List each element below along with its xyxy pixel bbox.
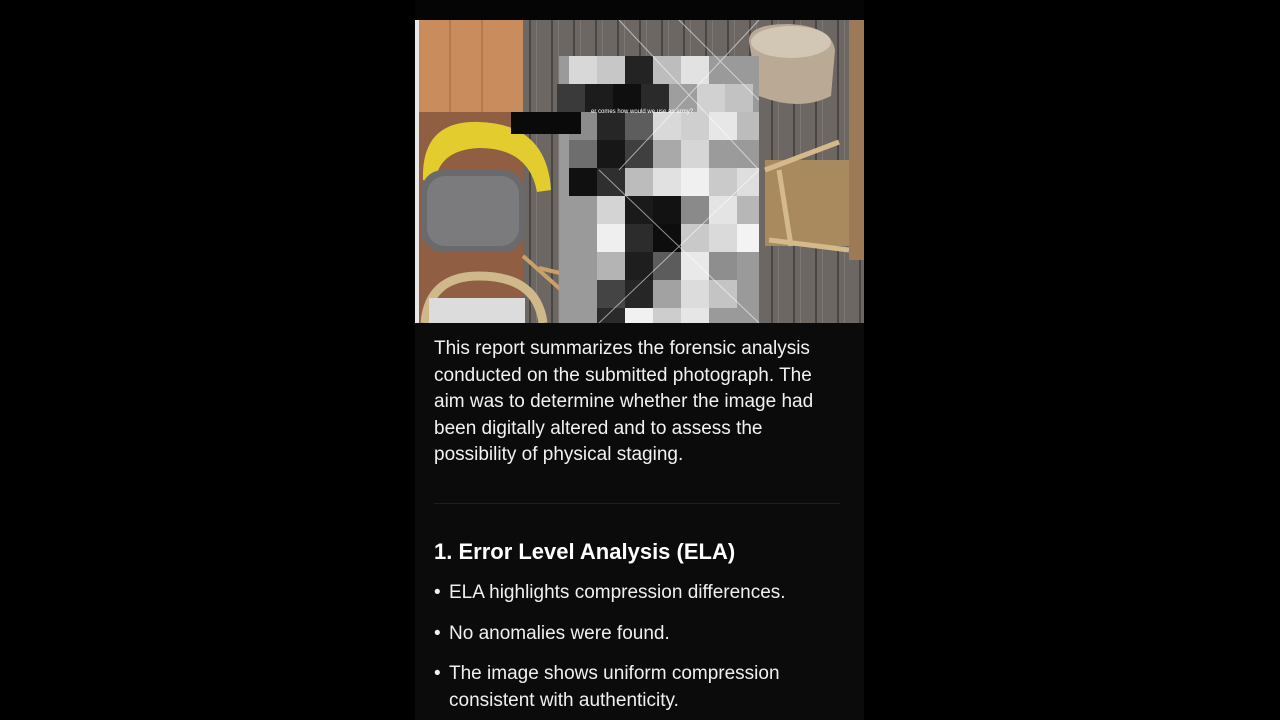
section-divider bbox=[434, 503, 840, 504]
ela-findings-list bbox=[434, 580, 844, 720]
phone-screen bbox=[415, 0, 864, 720]
list-item bbox=[434, 661, 844, 714]
section-heading-ela: 1. Error Level Analysis (ELA) bbox=[434, 539, 736, 564]
redaction-bar bbox=[511, 112, 581, 134]
photo-caption-overlay: er comes how would we use an army? bbox=[591, 109, 694, 115]
pixelated-region bbox=[557, 20, 759, 323]
bullet-icon: • bbox=[434, 622, 441, 644]
bullet-icon: • bbox=[434, 582, 441, 603]
list-item-text: ELA highlights compression differences. bbox=[449, 582, 786, 603]
submitted-photograph[interactable] bbox=[415, 20, 864, 323]
list-item-text: No anomalies were found. bbox=[449, 622, 670, 644]
list-item bbox=[434, 580, 844, 607]
list-item-text: The image shows uniform compression consistent with authenticity. bbox=[449, 663, 780, 711]
report-intro: This report summarizes the forensic analysis conducted on the submitted photograph. The aim was to determine whether the image had been digitally altered and to assess the possibility of physical staging. bbox=[434, 338, 814, 465]
photo-image bbox=[419, 20, 864, 323]
bullet-icon: • bbox=[434, 663, 441, 684]
list-item bbox=[434, 621, 844, 648]
status-bar bbox=[415, 0, 864, 20]
